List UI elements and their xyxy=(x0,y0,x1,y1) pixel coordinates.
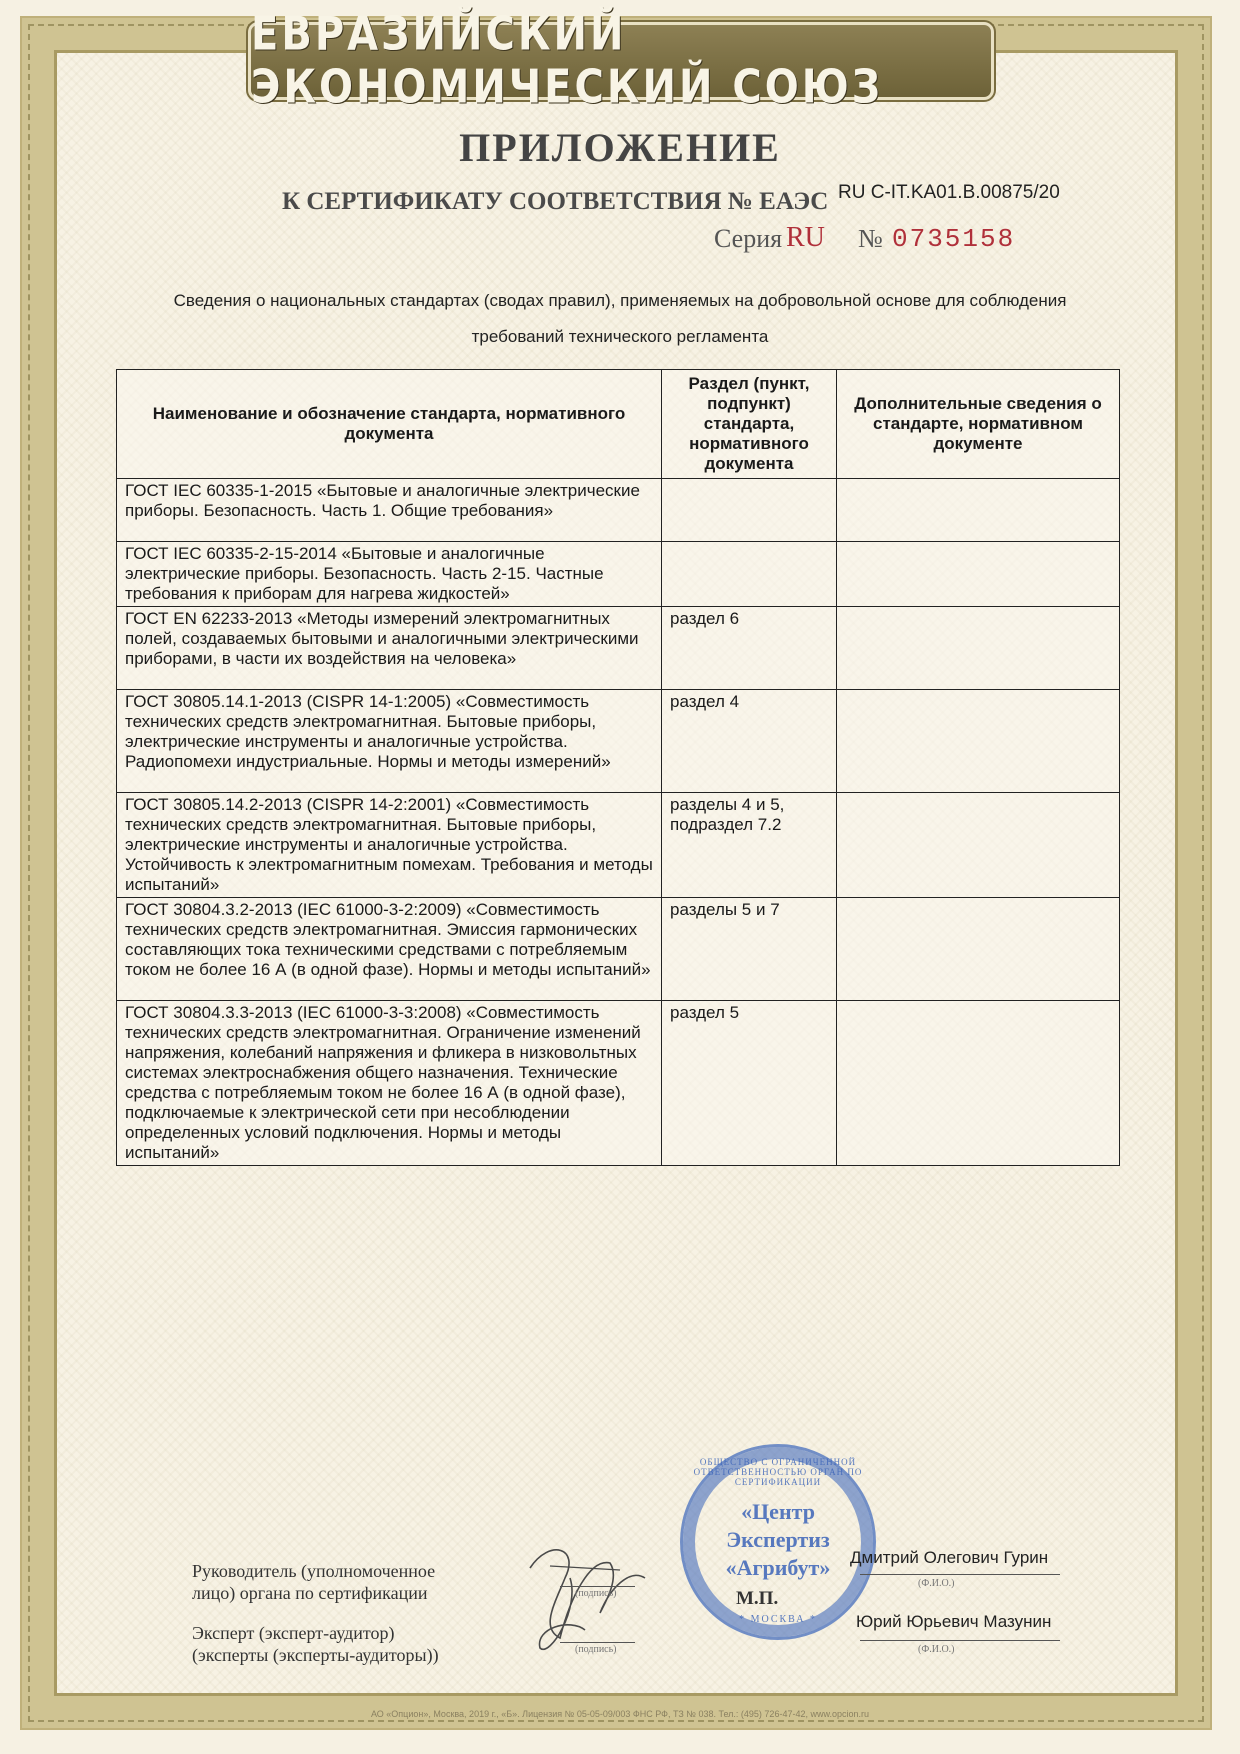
standard-name-cell: ГОСТ 30804.3.2-2013 (IEC 61000-3-2:2009) «Совместимость технических средств электромагнитная. Эмиссия гармонических составляющих тока техническими средствами с потребляемым током не более 16 А (в одной фазе). Нормы и методы испытаний» xyxy=(117,898,662,1001)
section-cell: раздел 6 xyxy=(662,607,837,690)
extra-info-cell xyxy=(837,479,1120,542)
section-cell xyxy=(662,479,837,542)
head-sign-caption: (подпись) xyxy=(575,1588,617,1599)
table-row xyxy=(117,479,1120,542)
stamp-line-3: «Агрибут» xyxy=(725,1555,831,1580)
expert-fio-line xyxy=(860,1640,1060,1641)
standard-name-cell: ГОСТ 30805.14.1-2013 (CISPR 14-1:2005) «Совместимость технических средств электромагнитная. Бытовые приборы, электрические инструменты и аналогичные устройства. Радиопомехи индустриальные. Нормы и методы измерений» xyxy=(117,690,662,793)
section-cell: раздел 4 xyxy=(662,690,837,793)
expert-label-line-2: (эксперты (эксперты-аудиторы)) xyxy=(192,1645,439,1665)
series-value: RU xyxy=(786,222,825,253)
section-cell: разделы 4 и 5, подраздел 7.2 xyxy=(662,793,837,898)
extra-info-cell xyxy=(837,542,1120,607)
header-additional-info: Дополнительные сведения о стандарте, нормативном документе xyxy=(837,370,1120,479)
certificate-number: RU C-IT.KA01.B.00875/20 xyxy=(838,182,1060,203)
stamp-line-1: «Центр xyxy=(741,1499,815,1524)
seal-placeholder-label: М.П. xyxy=(736,1588,779,1609)
extra-info-cell xyxy=(837,607,1120,690)
expert-label-line-1: Эксперт (эксперт-аудитор) xyxy=(192,1623,395,1643)
standard-name-cell: ГОСТ IEC 60335-2-15-2014 «Бытовые и аналогичные электрические приборы. Безопасность. Часть 2-15. Частные требования к приборам для нагрева жидкостей» xyxy=(117,542,662,607)
intro-line-2: требований технического регламента xyxy=(471,327,769,346)
head-label xyxy=(192,1560,435,1604)
expert-sign-caption: (подпись) xyxy=(575,1644,617,1655)
table-row xyxy=(117,542,1120,607)
extra-info-cell xyxy=(837,690,1120,793)
header-standard-name: Наименование и обозначение стандарта, нормативного документа xyxy=(117,370,662,479)
expert-fio-caption: (Ф.И.О.) xyxy=(918,1644,955,1655)
extra-info-cell xyxy=(837,793,1120,898)
certificate-subtitle: К СЕРТИФИКАТУ СООТВЕТСТВИЯ № ЕАЭС xyxy=(282,188,829,215)
header-section: Раздел (пункт, подпункт) стандарта, нормативного документа xyxy=(662,370,837,479)
standards-table xyxy=(116,369,1120,1166)
intro-line-1: Сведения о национальных стандартах (сводах правил), применяемых на добровольной основе для соблюдения xyxy=(173,291,1067,310)
table-row xyxy=(117,898,1120,1001)
extra-info-cell xyxy=(837,898,1120,1001)
blank-number: 0735158 xyxy=(892,224,1016,254)
standard-name-cell: ГОСТ EN 62233-2013 «Методы измерений электромагнитных полей, создаваемых бытовыми и аналогичными электрическими приборами, в части их воздействия на человека» xyxy=(117,607,662,690)
banner-text: ЕВРАЗИЙСКИЙ ЭКОНОМИЧЕСКИЙ СОЮЗ xyxy=(251,8,884,114)
standard-name-cell: ГОСТ IEC 60335-1-2015 «Бытовые и аналогичные электрические приборы. Безопасность. Часть 1. Общие требования» xyxy=(117,479,662,542)
table-row xyxy=(117,1001,1120,1166)
head-label-line-1: Руководитель (уполномоченное xyxy=(192,1561,436,1581)
stamp-line-2: Экспертиз xyxy=(726,1527,830,1552)
extra-info-cell xyxy=(837,1001,1120,1166)
intro-text xyxy=(110,283,1130,355)
section-cell: разделы 5 и 7 xyxy=(662,898,837,1001)
number-label: № xyxy=(858,224,883,253)
standard-name-cell: ГОСТ 30804.3.3-2013 (IEC 61000-3-3:2008) «Совместимость технических средств электромагнитная. Ограничение изменений напряжения, колебаний напряжения и фликера в низковольтных системах электроснабжения общего назначения. Технические средства с потребляемым током не более 16 А (в одной фазе), подключаемые к электрической сети при несоблюдении определенных условий подключения. Нормы и методы испытаний» xyxy=(117,1001,662,1166)
standard-name-cell: ГОСТ 30805.14.2-2013 (CISPR 14-2:2001) «Совместимость технических средств электромагнитная. Бытовые приборы, электрические инструменты и аналогичные устройства. Устойчивость к электромагнитным помехам. Требования и методы испытаний» xyxy=(117,793,662,898)
section-cell xyxy=(662,542,837,607)
page-title: ПРИЛОЖЕНИЕ xyxy=(459,125,781,170)
head-fio-caption: (Ф.И.О.) xyxy=(918,1578,955,1589)
printer-footer: АО «Опцион», Москва, 2019 г., «Б». Лицензия № 05-05-09/003 ФНС РФ, ТЗ № 038. Тел.: (495) 726-47-42, www.opcion.ru xyxy=(370,1709,869,1719)
table-row xyxy=(117,607,1120,690)
section-cell: раздел 5 xyxy=(662,1001,837,1166)
table-row xyxy=(117,793,1120,898)
expert-name: Юрий Юрьевич Мазунин xyxy=(856,1612,1052,1631)
stamp-bottom-text: * МОСКВА * xyxy=(739,1614,817,1625)
stamp-ring-text: ОБЩЕСТВО С ОГРАНИЧЕННОЙ ОТВЕТСТВЕННОСТЬЮ ОРГАН ПО СЕРТИФИКАЦИИ xyxy=(693,1457,863,1487)
head-sign-line xyxy=(560,1586,635,1587)
head-fio-line xyxy=(860,1574,1060,1575)
head-name: Дмитрий Олегович Гурин xyxy=(850,1548,1049,1567)
expert-sign-line xyxy=(560,1642,635,1643)
table-header-row xyxy=(117,370,1120,479)
head-label-line-2: лицо) органа по сертификации xyxy=(192,1583,428,1603)
table-row xyxy=(117,690,1120,793)
series-label: Серия xyxy=(714,224,783,253)
organization-stamp xyxy=(680,1444,876,1640)
expert-label xyxy=(192,1622,439,1666)
eaeu-banner xyxy=(248,8,994,114)
